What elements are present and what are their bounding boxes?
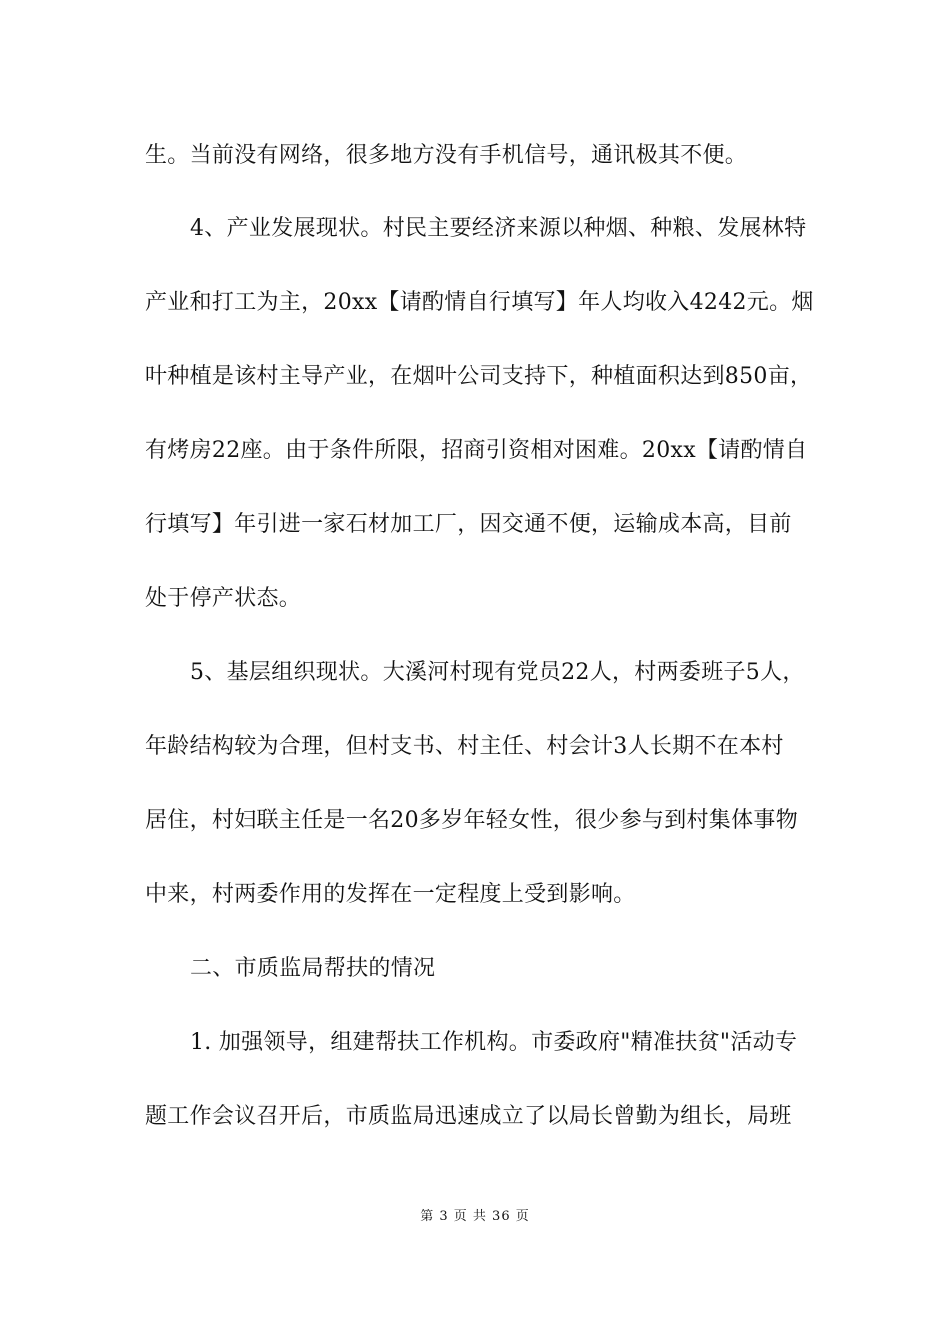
body-line: 处于停产状态。 (145, 586, 302, 611)
body-line: 生。当前没有网络，很多地方没有手机信号，通讯极其不便。 (145, 143, 748, 168)
page-number-footer: 第 3 页 共 36 页 (420, 1209, 530, 1224)
body-line: 年龄结构较为合理，但村支书、村主任、村会计3人长期不在本村 (145, 734, 784, 759)
body-line: 1. 加强领导，组建帮扶工作机构。市委政府"精准扶贫"活动专 (190, 1030, 798, 1055)
body-line: 有烤房22座。由于条件所限，招商引资相对困难。20xx【请酌情自 (145, 438, 808, 463)
section-heading: 二、市质监局帮扶的情况 (190, 956, 436, 981)
body-line: 产业和打工为主，20xx【请酌情自行填写】年人均收入4242元。烟 (145, 290, 814, 315)
body-line: 叶种植是该村主导产业，在烟叶公司支持下，种植面积达到850亩， (145, 364, 813, 389)
body-line: 4、产业发展现状。村民主要经济来源以种烟、种粮、发展林特 (190, 216, 807, 241)
body-line: 题工作会议召开后，市质监局迅速成立了以局长曾勤为组长，局班 (145, 1104, 792, 1129)
body-line: 中来，村两委作用的发挥在一定程度上受到影响。 (145, 882, 636, 907)
body-line: 5、基层组织现状。大溪河村现有党员22人，村两委班子5人， (190, 660, 805, 685)
body-line: 行填写】年引进一家石材加工厂，因交通不便，运输成本高，目前 (145, 512, 792, 537)
body-line: 居住，村妇联主任是一名20多岁年轻女性，很少参与到村集体事物 (145, 808, 798, 833)
